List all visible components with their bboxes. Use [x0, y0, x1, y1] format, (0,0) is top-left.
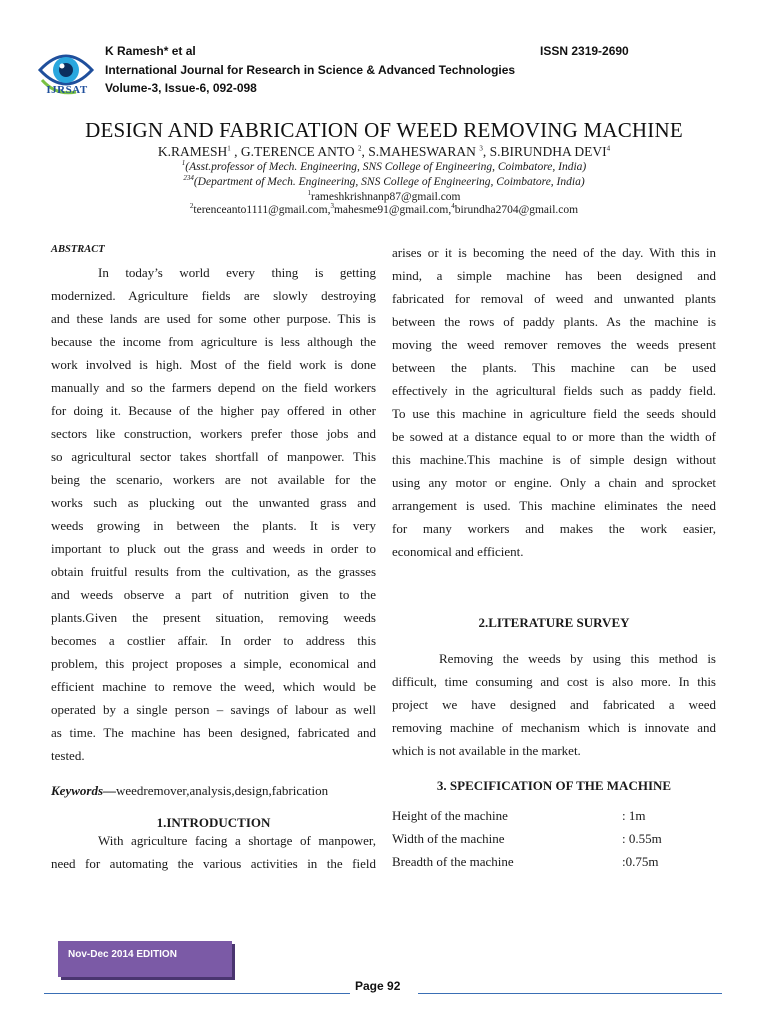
text-line: With agriculture facing a shortage of manpower, [98, 833, 376, 848]
aff-text: (Asst.professor of Mech. Engineering, SNS College of Engineering, Coimbatore, India) [185, 161, 587, 173]
text-line: sectors like construction, workers prefer those jobs and [51, 426, 376, 441]
email-line-1 [0, 191, 768, 203]
page-number: Page 92 [355, 979, 401, 993]
text-line: because the income from agriculture is less although the [51, 334, 376, 349]
spec-row [392, 808, 716, 828]
text-line: arises or it is becoming the need of the day. With this in [392, 245, 716, 260]
text-line: need for automating the various activities in the field [51, 856, 376, 871]
text-line: moving the weed remover removes the weeds present [392, 337, 716, 352]
journal-name: International Journal for Research in Science & Advanced Technologies [105, 63, 516, 77]
spec-row [392, 854, 716, 874]
literature-body [392, 647, 716, 762]
text-line: tested. [51, 748, 85, 763]
spec-value: :0.75m [622, 854, 659, 869]
text-line: problem, this project proposes a simple, economical and [51, 656, 376, 671]
aff-sup: 1 [181, 159, 186, 168]
text-line: weeds growing in between the plants. It is very [51, 518, 376, 533]
author-sup: 2 [358, 144, 362, 153]
author-name: K.RAMESH [157, 144, 228, 159]
intro-body [51, 829, 376, 875]
text-line: work involved is high. Most of the field work is done [51, 357, 376, 372]
email: rameshkrishnanp87@gmail.com [310, 191, 461, 203]
text-line: removing machine of mechanism which is innovate and [392, 720, 716, 735]
text-line: as time. The machine has been designed, fabricated and [51, 725, 376, 740]
spec-value: : 1m [622, 808, 646, 823]
email-sup: 4 [451, 202, 455, 211]
text-line: important to pluck out the grass and weeds in order to [51, 541, 376, 556]
abstract-body [51, 261, 376, 767]
paper-title: DESIGN AND FABRICATION OF WEED REMOVING MACHINE [85, 118, 683, 142]
text-line: using any motor or engine. Only a chain and sprocket [392, 475, 716, 490]
author-list [0, 144, 768, 160]
email-sup: 3 [330, 202, 334, 211]
volume-issue: Volume-3, Issue-6, 092-098 [105, 81, 257, 95]
text-line: between the rows of paddy plants. As the machine is [392, 314, 716, 329]
text-line: and weeds observe a part of nutrition given to the [51, 587, 376, 602]
logo-text: IJRSAT [46, 84, 88, 96]
author-name: , G.TERENCE ANTO [230, 144, 359, 159]
edition-label: Nov-Dec 2014 EDITION [68, 949, 177, 960]
author-name: , S.BIRUNDHA DEVI [482, 144, 607, 159]
spec-key: Breadth of the machine [392, 854, 514, 869]
text-line: plants.Given the present situation, removing weeds [51, 610, 376, 625]
running-author: K Ramesh* et al [105, 44, 196, 58]
text-line: mind, a simple machine has been designed and [392, 268, 716, 283]
text-line: Removing the weeds by using this method is [439, 651, 716, 666]
aff-text: (Department of Mech. Engineering, SNS College of Engineering, Coimbatore, India) [193, 176, 585, 188]
text-line: becomes a costlier affair. In order to address this [51, 633, 376, 648]
author-sup: 1 [227, 144, 231, 153]
text-line: be sowed at a distance equal to or more than the width of [392, 429, 716, 444]
aff-sup: 234 [183, 174, 194, 183]
text-line: economical and efficient. [392, 544, 524, 559]
text-line: between the plants. This machine can be used [392, 360, 716, 375]
text-line: works such as plucking out the unwanted grass and [51, 495, 376, 510]
footer-rule-right [418, 993, 722, 994]
text-line: fabricated for removal of weed and unwanted plants [392, 291, 716, 306]
intro-continued [392, 241, 716, 563]
email-line-2 [0, 204, 768, 216]
spec-row [392, 831, 716, 851]
text-line: this machine.This machine is of simple design without [392, 452, 716, 467]
email: terenceanto1111@gmail.com, [193, 204, 331, 216]
text-line: In today’s world every thing is getting [98, 265, 376, 280]
email: mahesme91@gmail.com, [333, 204, 452, 216]
text-line: and these lands are used for some other purpose. This is [51, 311, 376, 326]
author-sup: 3 [479, 144, 483, 153]
specification-heading: 3. SPECIFICATION OF THE MACHINE [436, 778, 672, 793]
text-line: for many workers and makes the work easier, [392, 521, 716, 536]
affiliation-2 [0, 176, 768, 188]
text-line: arrangement is used. This machine eliminates the need [392, 498, 716, 513]
text-line: efficient machine to remove the weed, which would be [51, 679, 376, 694]
spec-key: Width of the machine [392, 831, 505, 846]
author-name: , S.MAHESWARAN [361, 144, 480, 159]
edition-badge [58, 941, 232, 977]
text-line: for doing it. Because of the higher pay offered in other [51, 403, 376, 418]
email-sup: 1 [307, 189, 311, 198]
keywords-text: weedremover,analysis,design,fabrication [116, 783, 329, 798]
text-line: operated by a single person – savings of labour as well [51, 702, 376, 717]
text-line: effectively in the agricultural fields such as paddy field. [392, 383, 716, 398]
affiliation-1 [0, 161, 768, 173]
text-line: manually and so the farmers depend on the field workers [51, 380, 376, 395]
text-line: being the scenario, workers are not available for the [51, 472, 376, 487]
keywords [51, 783, 328, 799]
text-line: To use this machine in agriculture field the seeds should [392, 406, 716, 421]
text-line: difficult, time consuming and cost is also more. In this [392, 674, 716, 689]
email-sup: 2 [189, 202, 194, 211]
keywords-label: Keywords— [51, 783, 116, 798]
footer-rule-left [44, 993, 350, 994]
spec-value: : 0.55m [622, 831, 662, 846]
email: birundha2704@gmail.com [454, 204, 579, 216]
issn: ISSN 2319-2690 [540, 44, 629, 58]
author-sup: 4 [606, 144, 611, 153]
intro-heading: 1.INTRODUCTION [156, 815, 271, 830]
text-line: so agricultural sector takes shortfall of manpower. This [51, 449, 376, 464]
spec-key: Height of the machine [392, 808, 508, 823]
abstract-heading: ABSTRACT [51, 244, 105, 255]
text-line: project we have designed and fabricated a weed [392, 697, 716, 712]
text-line: modernized. Agriculture fields are slowly destroying [51, 288, 376, 303]
literature-heading: 2.LITERATURE SURVEY [478, 615, 630, 630]
text-line: which is not available in the market. [392, 743, 581, 758]
text-line: obtain fruitful results from the cultivation, as the grasses [51, 564, 376, 579]
